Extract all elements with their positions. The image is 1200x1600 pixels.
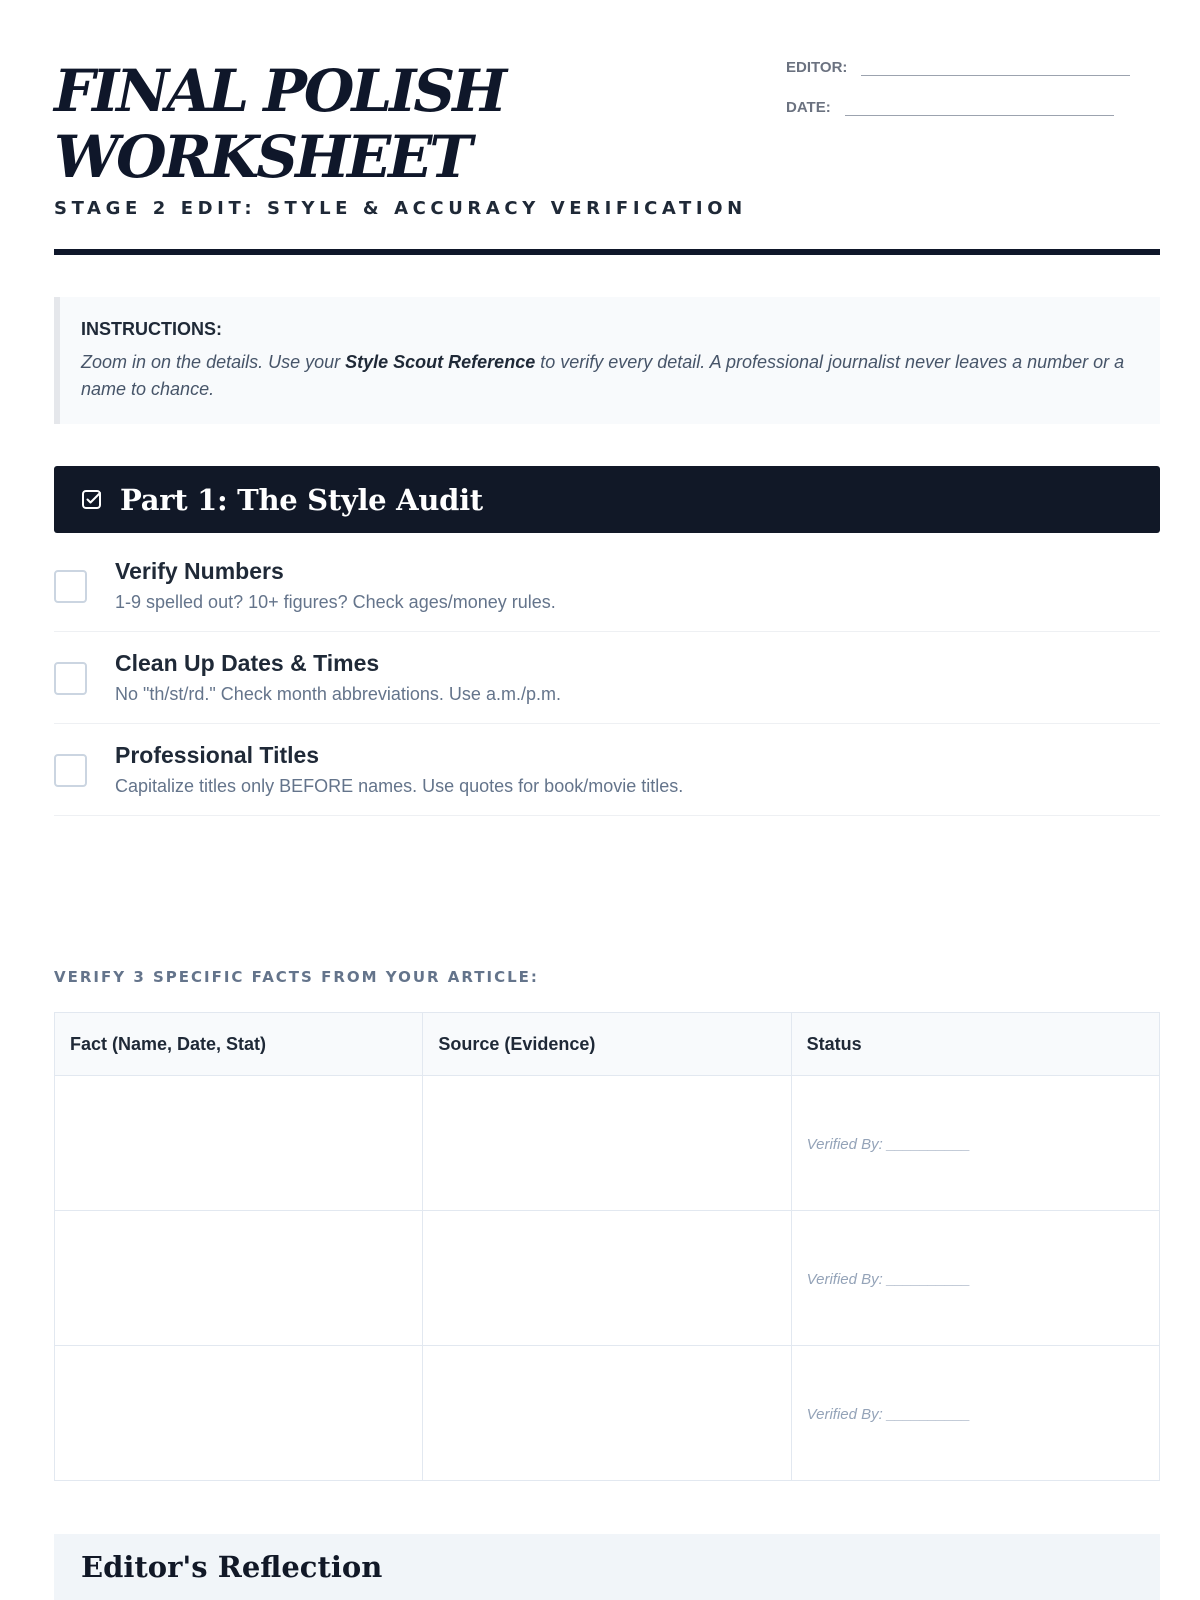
editor-field (786, 58, 1130, 76)
part1-header (54, 466, 1160, 533)
checkbox[interactable] (54, 662, 87, 695)
fact-cell[interactable] (55, 1211, 423, 1346)
table-row (55, 1211, 1160, 1346)
checklist-item-title: Verify Numbers (115, 558, 284, 584)
verified-by-label: Verified By: __________ (806, 1135, 971, 1153)
editor-label: EDITOR: (786, 59, 848, 76)
source-cell[interactable] (423, 1346, 791, 1481)
checklist-item-desc: No "th/st/rd." Check month abbreviations. Use a.m./p.m. (115, 684, 561, 704)
header-divider (54, 249, 1160, 255)
checklist-item-numbers (54, 540, 1160, 632)
date-field (786, 98, 1114, 116)
editor-line[interactable] (861, 58, 1130, 76)
checklist-item-title: Professional Titles (115, 742, 320, 768)
column-header-source: Source (Evidence) (423, 1013, 791, 1076)
column-header-fact: Fact (Name, Date, Stat) (55, 1013, 423, 1076)
table-row (55, 1346, 1160, 1481)
facts-section-label: VERIFY 3 SPECIFIC FACTS FROM YOUR ARTICLE: (54, 968, 539, 986)
worksheet-subtitle: STAGE 2 EDIT: STYLE & ACCURACY VERIFICATION (54, 198, 747, 219)
checklist-item-desc: Capitalize titles only BEFORE names. Use quotes for book/movie titles. (115, 776, 684, 796)
fact-cell[interactable] (55, 1076, 423, 1211)
checklist-item-dates (54, 632, 1160, 724)
status-cell[interactable] (791, 1346, 1159, 1481)
instructions-title: INSTRUCTIONS: (81, 319, 222, 339)
date-line[interactable] (845, 98, 1114, 116)
reflection-header (54, 1534, 1160, 1600)
facts-table-header-row (55, 1013, 1160, 1076)
style-scout-reference: Style Scout Reference (345, 352, 536, 372)
checklist-item-desc: 1-9 spelled out? 10+ figures? Check ages/money rules. (115, 592, 556, 612)
instructions-text: Zoom in on the details. Use your Style Scout Reference to verify every detail. A professional journalist never leaves a number or a name to chance. (81, 352, 1125, 399)
checkbox[interactable] (54, 754, 87, 787)
instructions-box (54, 297, 1160, 424)
checkbox-checked-icon (80, 488, 104, 512)
worksheet-title: FINAL POLISH WORKSHEET (54, 57, 505, 191)
checklist-item-title: Clean Up Dates & Times (115, 650, 380, 676)
fact-cell[interactable] (55, 1346, 423, 1481)
table-row (55, 1076, 1160, 1211)
status-cell[interactable] (791, 1211, 1159, 1346)
status-cell[interactable] (791, 1076, 1159, 1211)
verified-by-label: Verified By: __________ (806, 1270, 971, 1288)
part1-title: Part 1: The Style Audit (120, 482, 483, 517)
reflection-title: Editor's Reflection (81, 1550, 383, 1584)
facts-table (54, 1012, 1160, 1481)
column-header-status: Status (791, 1013, 1159, 1076)
source-cell[interactable] (423, 1076, 791, 1211)
checkbox[interactable] (54, 570, 87, 603)
date-label: DATE: (786, 99, 831, 116)
checklist-item-titles (54, 724, 1160, 816)
verified-by-label: Verified By: __________ (806, 1405, 971, 1423)
source-cell[interactable] (423, 1211, 791, 1346)
